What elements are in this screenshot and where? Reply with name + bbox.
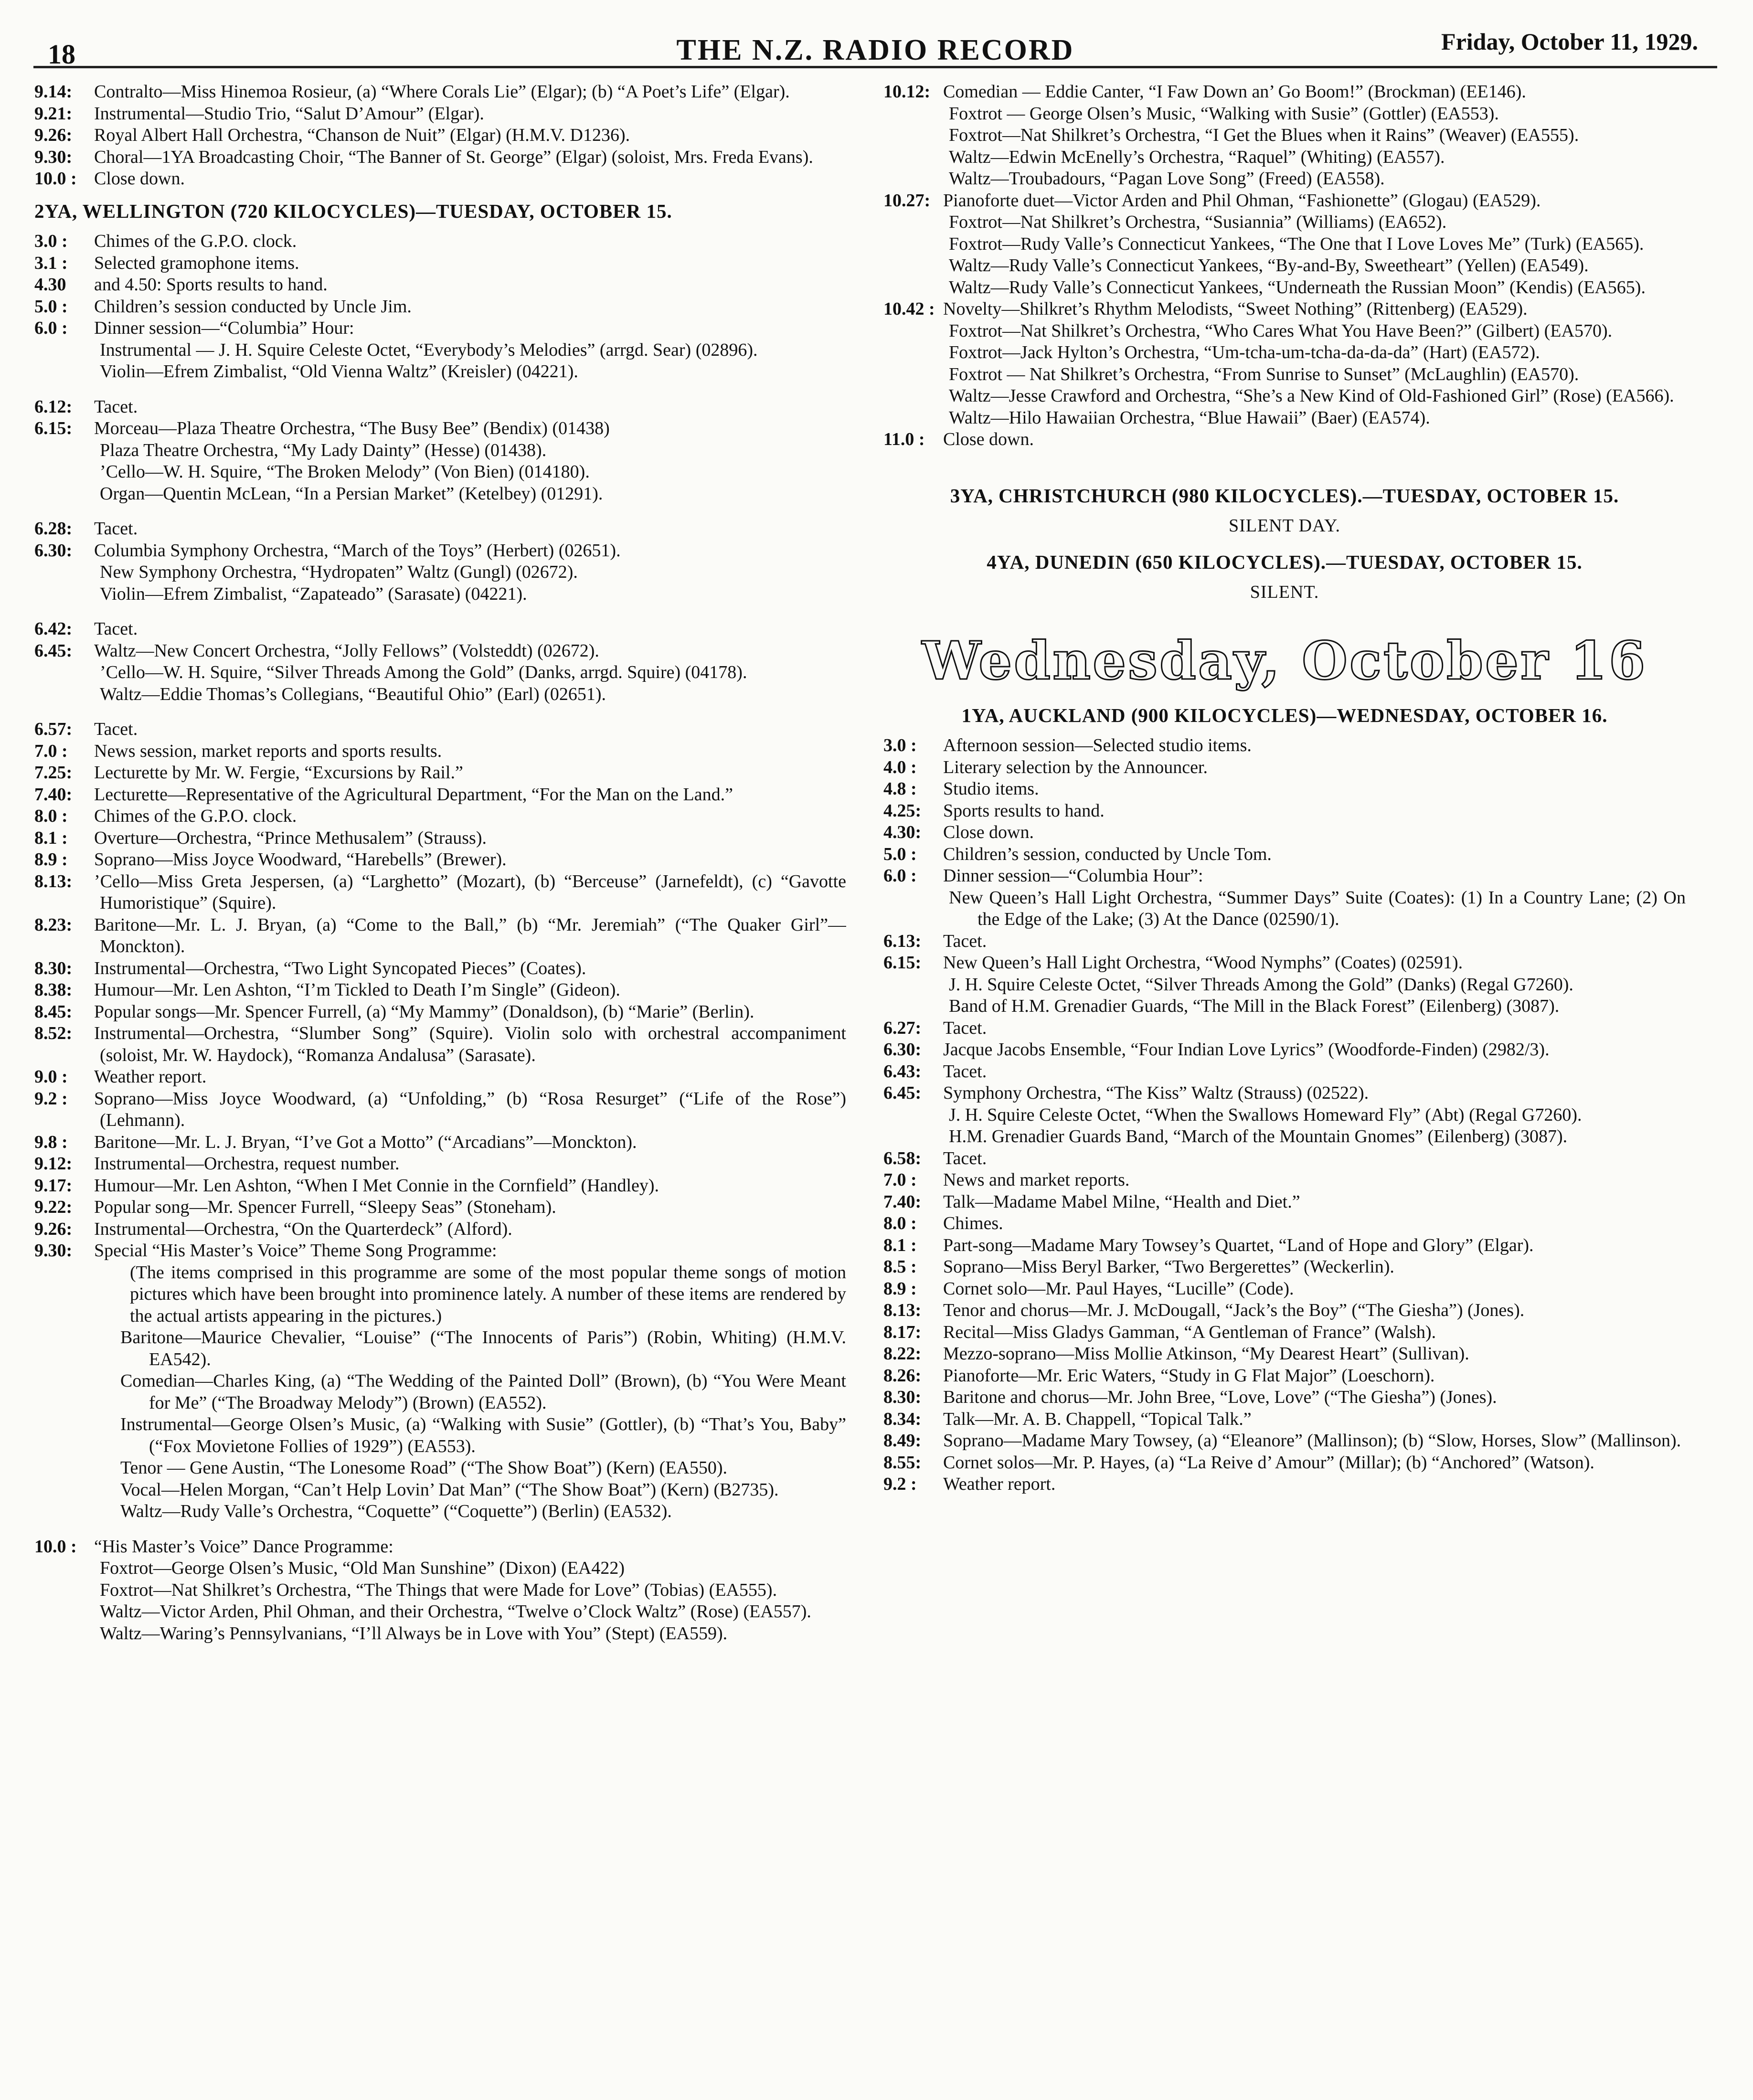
entry-time: 8.13:: [34, 871, 73, 891]
programme-entry: [883, 1452, 1686, 1474]
entry-text: Soprano—Madame Mary Towsey, (a) “Eleanore” (Mallinson); (b) “Slow, Horses, Slow” (Mallinson).: [943, 1431, 1681, 1451]
programme-entry: [883, 1039, 1686, 1061]
entry-text: Tacet.: [943, 1148, 987, 1168]
programme-entry: [34, 231, 846, 253]
entry-text: Tacet.: [94, 719, 138, 739]
header-rule: [33, 66, 1717, 68]
right-column: [883, 81, 1686, 2086]
entry-time: 11.0 :: [883, 429, 925, 449]
entry-time: 6.0 :: [883, 866, 917, 886]
programme-sub-item: Baritone—Maurice Chevalier, “Louise” (“The Innocents of Paris”) (Robin, Whiting) (H.M.V. EA542).: [120, 1327, 846, 1369]
programme-entry: [34, 1197, 846, 1219]
entry-time: 6.42:: [34, 619, 73, 639]
entry-time: 8.52:: [34, 1023, 73, 1043]
programme-entry: [883, 1018, 1686, 1039]
entry-text: Popular song—Mr. Spencer Furrell, “Sleepy Seas” (Stoneham).: [94, 1197, 556, 1217]
entry-time: 4.30:: [883, 822, 922, 842]
entry-text: Dinner session—“Columbia Hour”:: [943, 866, 1203, 886]
programme-entry: [883, 735, 1686, 757]
entry-text: Weather report.: [943, 1474, 1056, 1494]
programme-sub-item: Foxtrot—Jack Hylton’s Orchestra, “Um-tcha-um-tcha-da-da-da” (Hart) (EA572).: [949, 342, 1540, 362]
programme-sub-item: Band of H.M. Grenadier Guards, “The Mill in the Black Forest” (Eilenberg) (3087).: [949, 996, 1560, 1016]
entry-time: 8.5 :: [883, 1257, 917, 1277]
programme-entry: [34, 253, 846, 275]
programme-entry: [883, 822, 1686, 844]
entry-text: Afternoon session—Selected studio items.: [943, 735, 1252, 755]
entry-text: Royal Albert Hall Orchestra, “Chanson de Nuit” (Elgar) (H.M.V. D1236).: [94, 125, 630, 145]
programme-entry: [883, 1365, 1686, 1387]
entry-text: and 4.50: Sports results to hand.: [94, 275, 328, 295]
entry-text: Special “His Master’s Voice” Theme Song Programme:: [94, 1241, 497, 1261]
programme-entry: [34, 540, 846, 562]
entry-text: Contralto—Miss Hinemoa Rosieur, (a) “Where Corals Lie” (Elgar); (b) “A Poet’s Life” (Elgar).: [94, 82, 790, 102]
entry-text: Cornet solo—Mr. Paul Hayes, “Lucille” (Code).: [943, 1278, 1294, 1299]
entry-time: 9.0 :: [34, 1067, 68, 1087]
entry-time: 8.1 :: [883, 1235, 917, 1255]
programme-sub-item: J. H. Squire Celeste Octet, “When the Swallows Homeward Fly” (Abt) (Regal G7260).: [949, 1104, 1582, 1125]
entry-text: New Queen’s Hall Light Orchestra, “Wood Nymphs” (Coates) (02591).: [943, 953, 1463, 973]
programme-entry: [883, 298, 1686, 320]
programme-entry: [883, 81, 1686, 103]
entry-time: 3.0 :: [883, 735, 917, 755]
issue-date: Friday, October 11, 1929.: [1441, 28, 1698, 55]
programme-entry: [883, 1213, 1686, 1235]
entry-time: 6.12:: [34, 396, 73, 417]
entry-text: Tacet.: [943, 931, 987, 951]
programme-entry: [34, 719, 846, 741]
entry-time: 8.22:: [883, 1344, 922, 1364]
programme-sub-item: Foxtrot — George Olsen’s Music, “Walking with Susie” (Gottler) (EA553).: [949, 103, 1499, 124]
programme-entry: [883, 1278, 1686, 1300]
programme-entry: [883, 1430, 1686, 1452]
programme-entry: [883, 1300, 1686, 1322]
entry-time: 10.0 :: [34, 1536, 77, 1557]
programme-sub-item: J. H. Squire Celeste Octet, “Silver Threads Among the Gold” (Danks) (Regal G7260).: [949, 974, 1573, 995]
programme-entry: [34, 979, 846, 1001]
entry-text: Children’s session, conducted by Uncle Tom.: [943, 844, 1272, 864]
programme-entry: [883, 1148, 1686, 1170]
page-header: [33, 19, 1717, 81]
entry-text: Instrumental—Orchestra, “Two Light Syncopated Pieces” (Coates).: [94, 958, 586, 978]
programme-sub-item: Plaza Theatre Orchestra, “My Lady Dainty” (Hesse) (01438).: [100, 440, 547, 460]
entry-time: 6.27:: [883, 1018, 922, 1038]
entry-text: Dinner session—“Columbia” Hour:: [94, 318, 354, 338]
programme-sub-item: Foxtrot—Nat Shilkret’s Orchestra, “Who Cares What You Have Been?” (Gilbert) (EA570).: [949, 320, 1613, 341]
programme-entry: [883, 1061, 1686, 1083]
entry-text: Talk—Madame Mabel Milne, “Health and Diet.”: [943, 1191, 1300, 1212]
entry-time: 6.45:: [883, 1083, 922, 1103]
entry-text: Lecturette by Mr. W. Fergie, “Excursions by Rail.”: [94, 763, 463, 783]
programme-entry: [883, 1474, 1686, 1495]
entry-time: 9.21:: [34, 103, 73, 124]
silent-note: SILENT.: [1250, 582, 1319, 602]
entry-text: Sports results to hand.: [943, 800, 1105, 821]
entry-text: Tacet.: [94, 619, 138, 639]
programme-entry: [883, 1169, 1686, 1191]
entry-text: Morceau—Plaza Theatre Orchestra, “The Busy Bee” (Bendix) (01438): [94, 418, 610, 438]
programme-sub-item: Foxtrot—Nat Shilkret’s Orchestra, “The Things that were Made for Love” (Tobias) (EA555).: [100, 1580, 777, 1600]
entry-text: News session, market reports and sports results.: [94, 741, 442, 761]
left-column: [34, 81, 846, 2086]
entry-text: Comedian — Eddie Canter, “I Faw Down an’ Go Boom!” (Brockman) (EE146).: [943, 82, 1526, 102]
entry-time: 8.0 :: [34, 806, 68, 826]
entry-time: 10.12:: [883, 82, 931, 102]
entry-text: Instrumental—Orchestra, request number.: [94, 1154, 400, 1174]
programme-sub-item: Vocal—Helen Morgan, “Can’t Help Lovin’ Dat Man” (“The Show Boat”) (Kern) (B2735).: [120, 1479, 779, 1500]
entry-time: 10.27:: [883, 190, 931, 211]
programme-entry: [883, 800, 1686, 822]
programme-entry: [34, 741, 846, 763]
programme-sub-item: Violin—Efrem Zimbalist, “Zapateado” (Sarasate) (04221).: [100, 583, 527, 604]
entry-time: 9.30:: [34, 1241, 73, 1261]
programme-entry: [34, 1240, 846, 1262]
entry-time: 7.0 :: [883, 1170, 917, 1190]
entry-text: Recital—Miss Gladys Gamman, “A Gentleman of France” (Walsh).: [943, 1322, 1436, 1342]
programme-entry: [34, 958, 846, 980]
programme-sub-item: Waltz—Jesse Crawford and Orchestra, “She’s a New Kind of Old-Fashioned Girl” (Rose) (EA566).: [949, 386, 1674, 406]
entry-text: Weather report.: [94, 1067, 207, 1087]
entry-text: Soprano—Miss Beryl Barker, “Two Bergerettes” (Weckerlin).: [943, 1257, 1394, 1277]
programme-sub-item: New Symphony Orchestra, “Hydropaten” Waltz (Gungl) (02672).: [100, 562, 578, 582]
hmv-programme-note: (The items comprised in this programme are some of the most popular theme songs of motion pictures which have been brought into prominence lately. A number of these items are rendered by the actual artists appearing in the pictures.): [130, 1262, 846, 1326]
entry-time: 6.15:: [883, 953, 922, 973]
entry-text: News and market reports.: [943, 1170, 1130, 1190]
entry-time: 8.55:: [883, 1452, 922, 1473]
entry-time: 8.30:: [883, 1387, 922, 1407]
entry-text: Humour—Mr. Len Ashton, “I’m Tickled to Death I’m Single” (Gideon).: [94, 980, 620, 1000]
programme-entry: [34, 318, 846, 339]
programme-entry: [34, 871, 846, 914]
programme-sub-item: Instrumental — J. H. Squire Celeste Octet, “Everybody’s Melodies” (arrgd. Sear) (02896).: [100, 339, 758, 360]
entry-time: 4.0 :: [883, 757, 917, 777]
programme-entry: [34, 418, 846, 440]
entry-time: 9.12:: [34, 1154, 73, 1174]
programme-sub-item: Waltz—Victor Arden, Phil Ohman, and their Orchestra, “Twelve o’Clock Waltz” (Rose) (EA557).: [100, 1602, 811, 1622]
programme-sub-item: Waltz—Eddie Thomas’s Collegians, “Beautiful Ohio” (Earl) (02651).: [100, 684, 606, 704]
programme-entry: [34, 1132, 846, 1154]
entry-time: 9.26:: [34, 125, 73, 145]
entry-text: Choral—1YA Broadcasting Choir, “The Banner of St. George” (Elgar) (soloist, Mrs. Freda Evans).: [94, 147, 813, 167]
entry-time: 6.43:: [883, 1061, 922, 1082]
entry-text: Soprano—Miss Joyce Woodward, (a) “Unfolding,” (b) “Rosa Resurget” (“Life of the Rose”) (Lehmann).: [94, 1088, 846, 1130]
entry-text: Tenor and chorus—Mr. J. McDougall, “Jack’s the Boy” (“The Giesha”) (Jones).: [943, 1300, 1525, 1320]
entry-text: Chimes of the G.P.O. clock.: [94, 806, 297, 826]
entry-time: 8.0 :: [883, 1213, 917, 1233]
station-heading-3ya: 3YA, CHRISTCHURCH (980 KILOCYCLES).—TUESDAY, OCTOBER 15.: [950, 484, 1619, 507]
programme-entry: [883, 757, 1686, 779]
entry-time: 8.23:: [34, 914, 73, 935]
programme-sub-item: Waltz—Edwin McEnelly’s Orchestra, “Raquel” (Whiting) (EA557).: [949, 147, 1445, 167]
programme-entry: [34, 168, 846, 190]
entry-text: Waltz—New Concert Orchestra, “Jolly Fellows” (Volsteddt) (02672).: [94, 640, 599, 661]
programme-entry: [34, 1153, 846, 1175]
entry-text: ’Cello—Miss Greta Jespersen, (a) “Larghetto” (Mozart), (b) “Berceuse” (Jarnefeldt), (c) “Gavotte Humoristique” (Squire).: [94, 871, 846, 913]
entry-time: 8.49:: [883, 1431, 922, 1451]
programme-entry: [34, 806, 846, 827]
programme-entry: [34, 274, 846, 296]
programme-entry: [883, 1409, 1686, 1431]
programme-entry: [883, 1235, 1686, 1257]
programme-sub-item: Foxtrot—Nat Shilkret’s Orchestra, “I Get the Blues when it Rains” (Weaver) (EA555).: [949, 125, 1579, 145]
entry-text: “His Master’s Voice” Dance Programme:: [94, 1536, 393, 1557]
entry-time: 9.30:: [34, 147, 73, 167]
entry-text: Talk—Mr. A. B. Chappell, “Topical Talk.”: [943, 1409, 1252, 1429]
programme-entry: [883, 865, 1686, 887]
programme-entry: [883, 1256, 1686, 1278]
entry-time: 3.1 :: [34, 253, 68, 273]
programme-entry: [883, 1387, 1686, 1409]
programme-sub-item: Waltz—Rudy Valle’s Connecticut Yankees, “Underneath the Russian Moon” (Kendis) (EA565).: [949, 277, 1646, 297]
programme-entry: [34, 103, 846, 125]
programme-entry: [34, 1088, 846, 1132]
programme-sub-item: Waltz—Rudy Valle’s Connecticut Yankees, “By-and-By, Sweetheart” (Yellen) (EA549).: [949, 255, 1589, 276]
programme-sub-item: Foxtrot—Rudy Valle’s Connecticut Yankees, “The One that I Love Loves Me” (Turk) (EA565).: [949, 233, 1644, 254]
programme-sub-item: Tenor — Gene Austin, “The Lonesome Road” (“The Show Boat”) (Kern) (EA550).: [120, 1458, 728, 1478]
entry-time: 5.0 :: [34, 296, 68, 317]
entry-time: 6.15:: [34, 418, 73, 438]
entry-text: Pianoforte—Mr. Eric Waters, “Study in G Flat Major” (Loeschorn).: [943, 1365, 1435, 1386]
programme-sub-item: Waltz—Troubadours, “Pagan Love Song” (Freed) (EA558).: [949, 169, 1385, 189]
programme-sub-item: Instrumental—George Olsen’s Music, (a) “Walking with Susie” (Gottler), (b) “That’s You, Baby” (“Fox Movietone Follies of 1929”) (EA553).: [120, 1414, 846, 1456]
entry-text: Literary selection by the Announcer.: [943, 757, 1208, 777]
entry-text: Part-song—Madame Mary Towsey’s Quartet, “Land of Hope and Glory” (Elgar).: [943, 1235, 1534, 1255]
entry-time: 8.13:: [883, 1300, 922, 1320]
programme-entry: [883, 190, 1686, 212]
programme-entry: [34, 1001, 846, 1023]
programme-entry: [883, 429, 1686, 451]
entry-text: Overture—Orchestra, “Prince Methusalem” (Strauss).: [94, 827, 487, 848]
entry-text: Tacet.: [94, 396, 138, 417]
programme-entry: [34, 618, 846, 640]
programme-entry: [34, 827, 846, 849]
entry-text: Tacet.: [943, 1061, 987, 1082]
entry-text: Symphony Orchestra, “The Kiss” Waltz (Strauss) (02522).: [943, 1083, 1369, 1103]
programme-entry: [883, 844, 1686, 866]
entry-text: Popular songs—Mr. Spencer Furrell, (a) “My Mammy” (Donaldson), (b) “Marie” (Berlin).: [94, 1001, 754, 1022]
entry-time: 6.30:: [883, 1039, 922, 1060]
programme-entry: [883, 778, 1686, 800]
programme-entry: [883, 1191, 1686, 1213]
page-number: 18: [48, 39, 75, 70]
entry-time: 8.26:: [883, 1365, 922, 1386]
entry-time: 4.30: [34, 275, 66, 295]
entry-text: Instrumental—Orchestra, “On the Quarterdeck” (Alford).: [94, 1219, 512, 1239]
programme-entry: [34, 125, 846, 147]
programme-entry: [883, 1322, 1686, 1344]
entry-text: Columbia Symphony Orchestra, “March of the Toys” (Herbert) (02651).: [94, 540, 621, 561]
entry-time: 8.34:: [883, 1409, 922, 1429]
publication-title: THE N.Z. RADIO RECORD: [676, 34, 1074, 66]
entry-text: Jacque Jacobs Ensemble, “Four Indian Love Lyrics” (Woodforde-Finden) (2982/3).: [943, 1039, 1550, 1060]
programme-sub-item: H.M. Grenadier Guards Band, “March of the Mountain Gnomes” (Eilenberg) (3087).: [949, 1126, 1568, 1146]
entry-time: 8.9 :: [34, 849, 68, 870]
programme-sub-item: Comedian—Charles King, (a) “The Wedding of the Painted Doll” (Brown), (b) “You Were Meant for Me” (“The Broadway Melody”) (Brown) (EA552).: [120, 1371, 846, 1413]
entry-text: Close down.: [943, 822, 1034, 842]
entry-time: 8.45:: [34, 1001, 73, 1022]
programme-entry: [34, 147, 846, 169]
entry-time: 4.25:: [883, 800, 922, 821]
entry-time: 10.42 :: [883, 299, 935, 319]
entry-text: Baritone—Mr. L. J. Bryan, “I’ve Got a Motto” (“Arcadians”—Monckton).: [94, 1132, 637, 1152]
programme-sub-item: Foxtrot — Nat Shilkret’s Orchestra, “From Sunrise to Sunset” (McLaughlin) (EA570).: [949, 364, 1579, 384]
entry-time: 8.9 :: [883, 1278, 917, 1299]
entry-time: 6.30:: [34, 540, 73, 561]
programme-entry: [34, 762, 846, 784]
programme-sub-item: Foxtrot—George Olsen’s Music, “Old Man Sunshine” (Dixon) (EA422): [100, 1558, 625, 1578]
programme-sub-item: Foxtrot—Nat Shilkret’s Orchestra, “Susiannia” (Williams) (EA652).: [949, 212, 1447, 232]
entry-text: Mezzo-soprano—Miss Mollie Atkinson, “My Dearest Heart” (Sullivan).: [943, 1344, 1469, 1364]
programme-entry: [34, 1175, 846, 1197]
programme-sub-item: ’Cello—W. H. Squire, “The Broken Melody” (Von Bien) (014180).: [100, 462, 590, 482]
programme-sub-item: Waltz—Hilo Hawaiian Orchestra, “Blue Hawaii” (Baer) (EA574).: [949, 407, 1430, 428]
entry-time: 6.0 :: [34, 318, 68, 338]
entry-text: Cornet solos—Mr. P. Hayes, (a) “La Reive d’ Amour” (Millar); (b) “Anchored” (Watson).: [943, 1452, 1594, 1473]
station-heading-4ya: 4YA, DUNEDIN (650 KILOCYCLES).—TUESDAY, OCTOBER 15.: [987, 551, 1583, 573]
station-heading-2ya: 2YA, WELLINGTON (720 KILOCYCLES)—TUESDAY, OCTOBER 15.: [34, 200, 672, 222]
programme-sub-item: Organ—Quentin McLean, “In a Persian Market” (Ketelbey) (01291).: [100, 483, 603, 504]
entry-time: 9.26:: [34, 1219, 73, 1239]
programme-sub-item: Waltz—Waring’s Pennsylvanians, “I’ll Always be in Love with You” (Stept) (EA559).: [100, 1623, 728, 1644]
programme-entry: [34, 914, 846, 958]
entry-time: 6.28:: [34, 519, 73, 539]
entry-text: Chimes.: [943, 1213, 1003, 1233]
programme-entry: [34, 849, 846, 871]
programme-sub-item: Violin—Efrem Zimbalist, “Old Vienna Waltz” (Kreisler) (04221).: [100, 361, 578, 382]
entry-text: Pianoforte duet—Victor Arden and Phil Ohman, “Fashionette” (Glogau) (EA529).: [943, 190, 1541, 211]
entry-time: 9.22:: [34, 1197, 73, 1217]
programme-sub-item: New Queen’s Hall Light Orchestra, “Summer Days” Suite (Coates): (1) In a Country Lane; (2) On the Edge of the Lake; (3) At the Dance (02590/1).: [949, 887, 1686, 929]
programme-entry: [883, 1343, 1686, 1365]
day-banner: Wednesday, October 16: [922, 629, 1647, 691]
entry-time: 6.57:: [34, 719, 73, 739]
entry-time: 7.40:: [883, 1191, 922, 1212]
entry-time: 8.38:: [34, 980, 73, 1000]
entry-time: 9.8 :: [34, 1132, 68, 1152]
entry-text: Novelty—Shilkret’s Rhythm Melodists, “Sweet Nothing” (Rittenberg) (EA529).: [943, 299, 1528, 319]
entry-text: Chimes of the G.P.O. clock.: [94, 231, 297, 251]
entry-time: 9.2 :: [34, 1088, 68, 1109]
silent-day-note: SILENT DAY.: [1228, 516, 1341, 536]
entry-time: 7.40:: [34, 784, 73, 805]
programme-entry: [883, 931, 1686, 953]
entry-time: 9.14:: [34, 82, 73, 102]
entry-time: 3.0 :: [34, 231, 68, 251]
programme-entry: [883, 1082, 1686, 1104]
entry-text: Children’s session conducted by Uncle Jim.: [94, 296, 412, 317]
entry-text: Instrumental—Orchestra, “Slumber Song” (Squire). Violin solo with orchestral accompaniment (soloist, Mr. W. Haydock), “Romanza Andalusa” (Sarasate).: [94, 1023, 846, 1065]
programme-entry: [883, 952, 1686, 974]
programme-entry: [34, 1219, 846, 1241]
programme-entry: [34, 296, 846, 318]
entry-time: 7.0 :: [34, 741, 68, 761]
programme-sub-item: Waltz—Rudy Valle’s Orchestra, “Coquette” (“Coquette”) (Berlin) (EA532).: [120, 1501, 672, 1521]
programme-entry: [34, 396, 846, 418]
entry-time: 6.58:: [883, 1148, 922, 1168]
entry-time: 9.17:: [34, 1175, 73, 1196]
entry-text: Baritone and chorus—Mr. John Bree, “Love, Love” (“The Giesha”) (Jones).: [943, 1387, 1497, 1407]
programme-entry: [34, 1536, 846, 1558]
programme-entry: [34, 640, 846, 662]
entry-time: 4.8 :: [883, 779, 917, 799]
programme-entry: [34, 518, 846, 540]
entry-text: Lecturette—Representative of the Agricultural Department, “For the Man on the Land.”: [94, 784, 733, 805]
programme-entry: [34, 1023, 846, 1066]
entry-time: 7.25:: [34, 763, 73, 783]
entry-text: Selected gramophone items.: [94, 253, 299, 273]
entry-text: Close down.: [94, 169, 185, 189]
station-heading-1ya: 1YA, AUCKLAND (900 KILOCYCLES)—WEDNESDAY, OCTOBER 16.: [961, 704, 1608, 726]
entry-time: 6.45:: [34, 640, 73, 661]
entry-text: Tacet.: [94, 519, 138, 539]
entry-time: 8.17:: [883, 1322, 922, 1342]
entry-time: 10.0 :: [34, 169, 77, 189]
entry-time: 6.13:: [883, 931, 922, 951]
entry-text: Close down.: [943, 429, 1034, 449]
entry-time: 8.1 :: [34, 827, 68, 848]
programme-sub-item: ’Cello—W. H. Squire, “Silver Threads Among the Gold” (Danks, arrgd. Squire) (04178).: [100, 662, 747, 682]
programme-entry: [34, 784, 846, 806]
entry-text: Instrumental—Studio Trio, “Salut D’Amour” (Elgar).: [94, 103, 484, 124]
entry-time: 9.2 :: [883, 1474, 917, 1494]
entry-text: Humour—Mr. Len Ashton, “When I Met Connie in the Cornfield” (Handley).: [94, 1175, 659, 1196]
entry-time: 5.0 :: [883, 844, 917, 864]
entry-text: Soprano—Miss Joyce Woodward, “Harebells” (Brewer).: [94, 849, 507, 870]
programme-entry: [34, 81, 846, 103]
entry-text: Tacet.: [943, 1018, 987, 1038]
entry-time: 8.30:: [34, 958, 73, 978]
entry-text: Baritone—Mr. L. J. Bryan, (a) “Come to the Ball,” (b) “Mr. Jeremiah” (“The Quaker Girl”—Monckton).: [94, 914, 846, 956]
programme-entry: [34, 1066, 846, 1088]
entry-text: Studio items.: [943, 779, 1039, 799]
